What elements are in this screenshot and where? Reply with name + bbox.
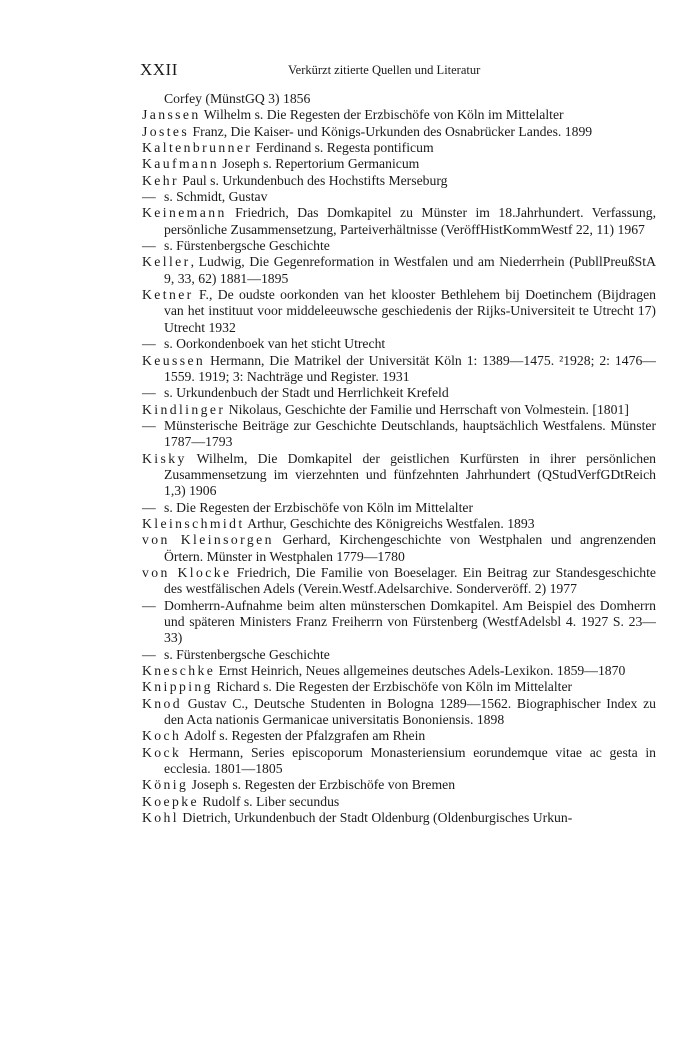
entry-text: Adolf s. Regesten der Pfalzgrafen am Rhein — [181, 728, 426, 744]
bibliography-entry — [142, 385, 656, 401]
author-name: Koepke — [142, 793, 199, 809]
entry-text: Hermann, Series episcoporum Monasteriensium eorundemque vitae ac gesta in ecclesia. 1801—1805 — [164, 744, 656, 777]
author-prefix: von — [142, 564, 178, 580]
author-name: König — [142, 777, 189, 793]
author-name: Keller — [142, 254, 191, 270]
author-name: Knipping — [142, 679, 213, 695]
bibliography-entry — [142, 124, 656, 140]
bibliography-entry — [142, 516, 656, 532]
bibliography-entry — [142, 156, 656, 172]
entry-text: Joseph s. Regesten der Erzbischöfe von Bremen — [188, 777, 456, 793]
bibliography-entry — [142, 418, 656, 451]
author-name: Kisky — [142, 450, 187, 466]
entry-text: Rudolf s. Liber secundus — [198, 793, 340, 809]
bibliography-entry — [142, 173, 656, 189]
author-prefix: von — [142, 532, 181, 548]
entry-text: Richard s. Die Regesten der Erzbischöfe von Köln im Mittelalter — [212, 679, 573, 695]
entry-text: s. Die Regesten der Erzbischöfe von Köln im Mittelalter — [164, 499, 474, 515]
bibliography-entry — [142, 336, 656, 352]
entry-text: Paul s. Urkundenbuch des Hochstifts Merseburg — [178, 172, 448, 188]
author-name: Kaltenbrunner — [142, 140, 253, 156]
ditto-dash: — — [142, 189, 156, 205]
bibliography-entry — [142, 500, 656, 516]
entry-text: s. Fürstenbergsche Geschichte — [164, 238, 330, 254]
entry-text: Dietrich, Urkundenbuch der Stadt Oldenburg (Oldenburgisches Urkun- — [178, 810, 573, 826]
bibliography-entry — [142, 810, 656, 826]
entry-text: , Ludwig, Die Gegenreformation in Westfalen und am Niederrhein (PubllPreußStA 9, 33, 62) 1881—1895 — [164, 254, 656, 286]
author-name: Kleinsorgen — [180, 532, 274, 548]
bibliography-entry — [142, 777, 656, 793]
bibliography-entry — [142, 598, 656, 647]
bibliography-entry — [142, 91, 656, 107]
entry-text: Domherrn-Aufnahme beim alten münsterschen Domkapitel. Am Beispiel des Domherrn und späteren Ministers Franz Freiherrn von Fürstenberg (WestfAdelsbl 4. 1927 S. 23—33) — [164, 597, 656, 646]
bibliography-entry — [142, 728, 656, 744]
entry-text: Wilhelm, Die Domkapitel der geistlichen Kurfürsten in ihrer persönlichen Zusammensetzung im vierzehnten und fünfzehnten Jahrhundert (QStudVerfGDtReich 1,3) 1906 — [164, 450, 656, 499]
author-name: Kohl — [142, 810, 179, 826]
author-name: Kock — [142, 744, 182, 760]
entry-text: Arthur, Geschichte des Königreichs Westfalen. 1893 — [244, 515, 535, 531]
entry-text: Friedrich, Das Domkapitel zu Münster im 18.Jahrhundert. Verfassung, persönliche Zusammensetzung, Parteiverhältnisse (VeröffHistKommWestf 22, 11) 1967 — [164, 205, 656, 237]
entry-text: s. Schmidt, Gustav — [164, 189, 268, 205]
entry-text: s. Urkundenbuch der Stadt und Herrlichkeit Krefeld — [164, 385, 449, 401]
bibliography-entry — [142, 238, 656, 254]
author-name: Klocke — [177, 564, 232, 580]
ditto-dash: — — [142, 336, 156, 352]
entry-text: Gerhard, Kirchengeschichte von Westphalen und angrenzenden Örtern. Münster in Westphalen 1779—1780 — [164, 532, 656, 564]
entry-text: Nikolaus, Geschichte der Familie und Herrschaft von Volmestein. [1801] — [225, 401, 629, 417]
author-name: Janssen — [142, 107, 201, 123]
bibliography-entry — [142, 532, 656, 565]
author-name: Kehr — [142, 172, 179, 188]
entry-text: Friedrich, Die Familie von Boeselager. Ein Beitrag zur Standesgeschichte des westfälischen Adels (Verein.Westf.Adelsarchive. Sonderveröff. 2) 1977 — [164, 564, 656, 597]
entry-text: Münsterische Beiträge zur Geschichte Deutschlands, hauptsächlich Westfalens. Münster 1787—1793 — [164, 417, 656, 450]
author-name: Keinemann — [142, 205, 227, 221]
entry-text: Ernst Heinrich, Neues allgemeines deutsches Adels-Lexikon. 1859—1870 — [215, 663, 626, 679]
bibliography-entry — [142, 189, 656, 205]
page-header — [140, 60, 656, 82]
ditto-dash: — — [142, 417, 156, 433]
entry-text: Joseph s. Repertorium Germanicum — [218, 156, 420, 172]
bibliography-entry — [142, 679, 656, 695]
bibliography-entry — [142, 107, 656, 123]
entry-text: s. Oorkondenboek van het sticht Utrecht — [164, 336, 386, 352]
bibliography-entry — [142, 353, 656, 386]
bibliography-entry — [142, 565, 656, 598]
entry-text: Franz, Die Kaiser- und Königs-Urkunden des Osnabrücker Landes. 1899 — [189, 123, 593, 139]
bibliography-entry — [142, 205, 656, 238]
bibliography-entry — [142, 140, 656, 156]
bibliography-entry — [142, 663, 656, 679]
entry-text: Ferdinand s. Regesta pontificum — [252, 140, 434, 156]
author-name: Ketner — [142, 287, 194, 303]
author-name: Kneschke — [142, 663, 216, 679]
author-name: Jostes — [142, 123, 190, 139]
entry-text: Hermann, Die Matrikel der Universität Köln 1: 1389—1475. ²1928; 2: 1476—1559. 1919; 3: Nachträge und Register. 1931 — [164, 352, 656, 384]
bibliography-list — [142, 91, 656, 826]
author-name: Kindlinger — [142, 401, 226, 417]
entry-text: F., De oudste oorkonden van het klooster Bethlehem bij Doetinchem (Bijdragen van het instituut voor middeleeuwsche geschiedenis der Rijks-Universiteit te Utrecht 17) Utrecht 1932 — [164, 287, 656, 335]
page-number: XXII — [140, 60, 178, 79]
entry-text: Gustav C., Deutsche Studenten in Bologna 1289—1562. Biographischer Index zu den Acta nationis Germanicae universitatis Bononiensis. 1898 — [164, 695, 656, 728]
author-name: Kleinschmidt — [142, 515, 245, 531]
bibliography-entry — [142, 254, 656, 287]
bibliography-entry — [142, 647, 656, 663]
bibliography-entry — [142, 745, 656, 778]
ditto-dash: — — [142, 499, 156, 515]
ditto-dash: — — [142, 646, 156, 662]
ditto-dash: — — [142, 597, 156, 613]
entry-text: Corfey (MünstGQ 3) 1856 — [164, 91, 311, 106]
bibliography-entry — [142, 794, 656, 810]
author-name: Koch — [142, 728, 182, 744]
bibliography-entry — [142, 451, 656, 500]
bibliography-entry — [142, 402, 656, 418]
bibliography-entry — [142, 696, 656, 729]
running-title: Verkürzt zitierte Quellen und Literatur — [288, 63, 481, 77]
ditto-dash: — — [142, 385, 156, 401]
author-name: Kaufmann — [142, 156, 219, 172]
entry-text: Wilhelm s. Die Regesten der Erzbischöfe von Köln im Mittelalter — [200, 107, 564, 123]
bibliography-entry — [142, 287, 656, 336]
ditto-dash: — — [142, 238, 156, 254]
entry-text: s. Fürstenbergsche Geschichte — [164, 646, 330, 662]
author-name: Keussen — [142, 352, 206, 368]
author-name: Knod — [142, 695, 183, 711]
